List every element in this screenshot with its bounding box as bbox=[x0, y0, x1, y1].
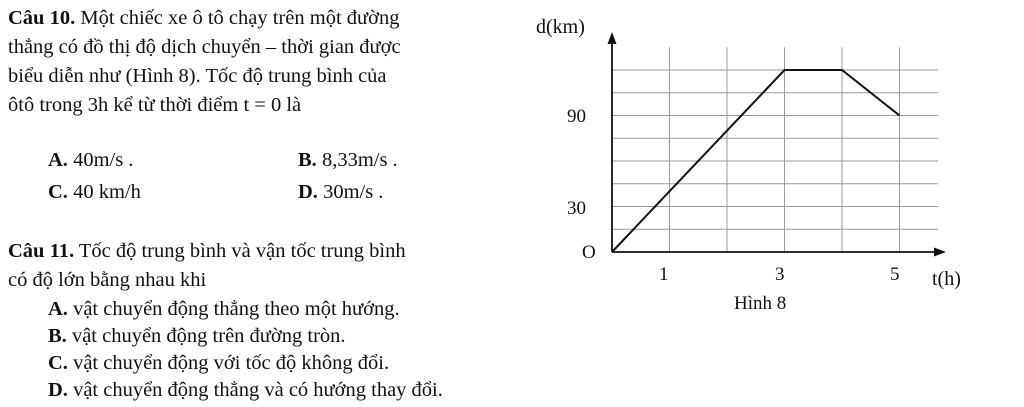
q10-option-b-text: 8,33m/s . bbox=[316, 149, 398, 171]
q11-option-a-letter: A. bbox=[48, 298, 68, 320]
q11-option-b-text: vật chuyển động trên đường tròn. bbox=[66, 325, 346, 347]
y-tick-label-90: 90 bbox=[567, 106, 586, 127]
origin-label: O bbox=[582, 242, 596, 263]
chart-grid bbox=[612, 47, 938, 252]
q10-option-d-letter: D. bbox=[298, 181, 318, 203]
q10-option-a-letter: A. bbox=[48, 149, 68, 171]
x-tick-label-3: 3 bbox=[775, 264, 785, 285]
q11-text-1: Tốc độ trung bình và vận tốc trung bình bbox=[74, 240, 406, 262]
q11-option-b-letter: B. bbox=[48, 325, 67, 347]
q10-number: Câu 10. bbox=[8, 7, 76, 29]
q10-line-4: ôtô trong 3h kể từ thời điểm t = 0 là bbox=[8, 94, 302, 116]
x-tick-label-5: 5 bbox=[890, 264, 900, 285]
q10-option-c-text: 40 km/h bbox=[67, 181, 141, 203]
x-axis-arrow bbox=[934, 248, 946, 257]
y-tick-label-30: 30 bbox=[567, 198, 586, 219]
y-axis-label: d(km) bbox=[536, 16, 585, 38]
q10-option-a-text: 40m/s . bbox=[67, 149, 134, 171]
y-axis-arrow bbox=[608, 32, 617, 44]
q11-option-a-text: vật chuyển động thẳng theo một hướng. bbox=[67, 298, 400, 320]
q10-option-d-text: 30m/s . bbox=[317, 181, 384, 203]
q11-option-d-letter: D. bbox=[48, 379, 68, 401]
figure-caption: Hình 8 bbox=[734, 293, 787, 314]
q10-option-b-letter: B. bbox=[298, 149, 317, 171]
q10-line-2: thẳng có đồ thị độ dịch chuyển – thời gian được bbox=[8, 36, 401, 58]
q11-option-c-letter: C. bbox=[48, 352, 68, 374]
x-axis-label: t(h) bbox=[932, 268, 961, 290]
x-tick-label-1: 1 bbox=[659, 264, 669, 285]
q11-option-d-text: vật chuyển động thẳng và có hướng thay đổi. bbox=[67, 379, 443, 401]
q10-line-3: biểu diễn như (Hình 8). Tốc độ trung bình của bbox=[8, 65, 387, 87]
q11-number: Câu 11. bbox=[8, 240, 75, 262]
q11-line-2: có độ lớn bằng nhau khi bbox=[8, 269, 207, 291]
q10-text-1: Một chiếc xe ô tô chạy trên một đường bbox=[75, 7, 400, 29]
chart-axes bbox=[608, 32, 947, 257]
q11-option-c-text: vật chuyển động với tốc độ không đổi. bbox=[67, 352, 390, 374]
q10-option-c-letter: C. bbox=[48, 181, 68, 203]
